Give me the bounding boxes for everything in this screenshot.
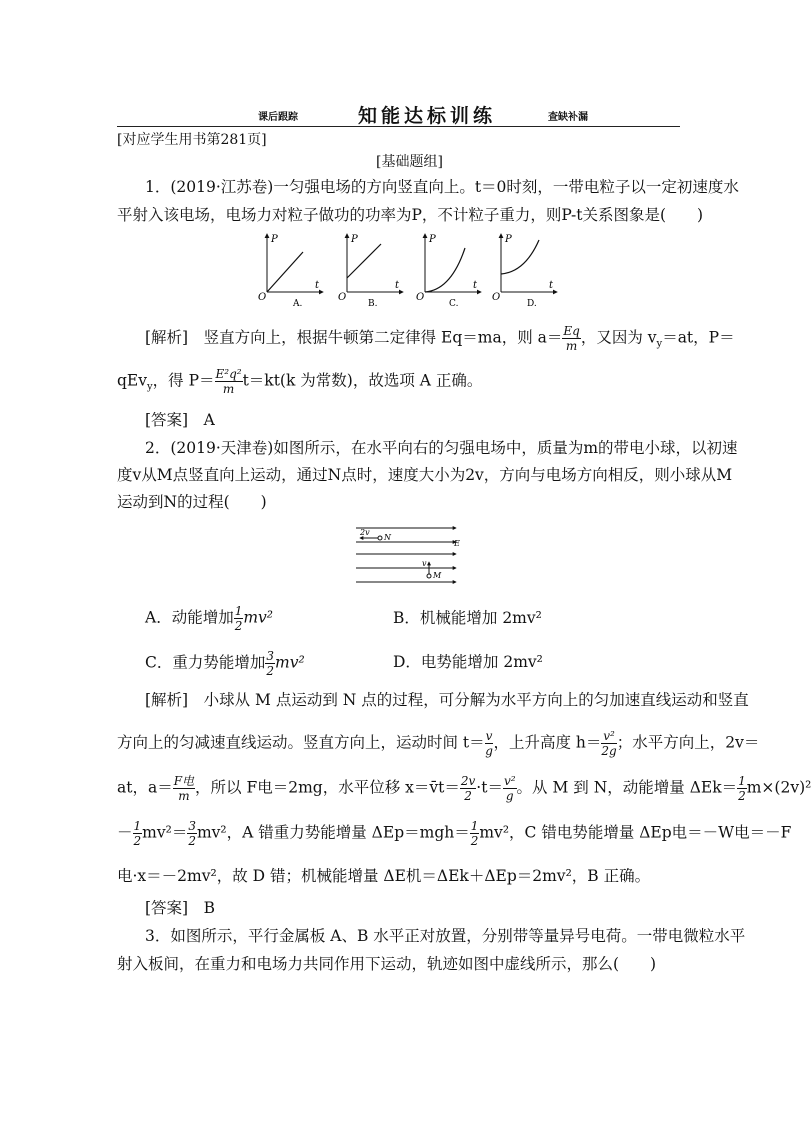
graph-a-curve [267,252,303,292]
q1-analysis-text-2c: t＝kt(k 为常数)，故选项 A 正确。 [242,371,483,390]
q2-option-c-den: 2 [266,664,275,678]
q2-analysis-line-3 [117,775,811,802]
graph-d-curve [501,240,539,274]
q2-frac-x2-den: g [505,789,514,803]
q2-option-d: D．电势能增加 2mv² [393,653,543,671]
graph-c-axis-p: P [429,234,436,245]
q2-option-b: B．机械能增加 2mv² [393,609,542,627]
graph-d-label: D. [527,299,537,309]
q2-frac-a-num: F电 [173,774,195,788]
q2-field-figure [352,522,470,588]
q2-analysis-line-1 [145,690,749,710]
graph-b-label: B. [368,299,378,309]
q1-fraction-a [562,325,580,352]
q2-analysis-line-4 [117,820,791,847]
q2-frac-x1-num: 2v [460,774,476,788]
q2-option-c-text: C．重力势能增加 [145,653,266,672]
graph-a-axis-p: P [271,234,278,245]
graph-b-curve [347,244,381,278]
graph-b [338,234,403,309]
q2-option-c [145,650,305,677]
q2-frac-x1-den: 2 [464,789,472,803]
q2-frac-ek [737,775,747,802]
q2-frac-b1 [133,820,143,847]
q1-analysis-line-1 [145,325,735,355]
q2-analysis-line-5: 电·x＝－2mv²，故 D 错；机械能增量 ΔE机＝ΔEk＋ΔEp＝2mv²，B 正确。 [117,867,651,885]
q2-frac-h-num: v² [603,729,615,743]
graph-b-origin: O [338,292,347,303]
graph-a-label: A. [293,299,303,309]
graph-c-axis-t: t [473,280,478,291]
q2-option-c-frac [265,650,275,677]
q2-analysis-line-2 [117,730,759,757]
q1-fraction-a-den: m [565,339,578,353]
q1-fraction-p-num: E²q² [215,367,242,381]
q1-answer-value: A [203,411,215,429]
q1-analysis-sub-1: y [656,338,663,350]
q2-frac-a [173,775,195,802]
q1-line-1: 1．(2019·江苏卷)一匀强电场的方向竖直向上。t＝0时刻，一带电粒子以一定初速度水 [145,178,739,196]
graph-b-axis-p: P [351,234,358,245]
graph-d-axis-p: P [505,234,512,245]
header-right-label: 查缺补漏 [548,112,588,123]
q2-option-c-num: 3 [266,649,275,663]
section-heading: [基础题组] [376,154,443,170]
q1-analysis-line-2 [117,368,482,398]
q2-label-m: M [433,571,442,580]
q2-line-2: 度v从M点竖直向上运动，通过N点时，速度大小为2v，方向与电场方向相反，则小球从M [117,466,733,484]
graph-c-label: C. [449,299,459,309]
graph-a-origin: O [258,292,267,303]
graph-a-axis-t: t [315,280,320,291]
graph-d [492,234,557,309]
q1-fraction-p [215,368,243,395]
q2-frac-x2-num: v² [503,774,516,788]
graph-b-axis-t: t [395,280,400,291]
q3-line-1: 3．如图所示，平行金属板 A、B 水平正对放置，分别带等量异号电荷。一带电微粒水平 [145,927,746,945]
q2-a4a: － [117,823,133,842]
graph-d-axis-t: t [549,280,554,291]
q2-frac-t-den: g [485,744,493,758]
q2-frac-b2 [187,820,197,847]
q2-a3a: at，a＝ [117,778,173,797]
q2-label-2v: 2v [360,528,370,537]
q2-a4c: mv²，A 错重力势能增量 ΔEp＝mgh＝ [196,823,470,842]
q1-analysis-tag: [解析] [145,328,189,347]
q2-analysis-text-1: 小球从 M 点运动到 N 点的过程，可分解为水平方向上的匀加速直线运动和竖直 [188,691,749,709]
q2-answer-tag: [答案] [145,899,189,917]
q1-line-2: 平射入该电场，电场力对粒子做功的功率为P，不计粒子重力，则P-t关系图象是( ) [117,206,704,224]
q2-a2a: 方向上的匀减速直线运动。竖直方向上，运动时间 t＝ [117,733,485,752]
q2-line-1: 2．(2019·天津卷)如图所示，在水平向右的匀强电场中，质量为m的带电小球，以初速 [145,439,738,457]
q2-a3b: ，所以 F电＝2mg，水平位移 x＝v̄t＝ [195,778,460,797]
q2-option-a-frac [234,605,244,632]
q2-a3e: m×(2v)² [746,778,811,797]
q1-answer-tag: [答案] [145,411,189,429]
q2-frac-b3 [470,820,480,847]
q2-frac-a-den: m [178,789,190,803]
q2-point-m [427,574,431,578]
q2-option-a-tail: mv² [243,608,274,627]
q1-fraction-a-num: Eq [563,324,580,338]
q1-analysis-text-2a: qEv [117,371,147,390]
q1-analysis-text-1b: ，又因为 v [580,328,657,347]
graph-a [258,234,323,309]
q2-a2b: ，上升高度 h＝ [493,733,602,752]
q2-answer-value: B [203,899,216,917]
q2-frac-b2-num: 3 [188,819,196,833]
graph-d-origin: O [492,292,501,303]
book-reference: [对应学生用书第281页] [117,132,267,148]
q2-frac-x2 [503,775,517,802]
q2-a4d: mv²，C 错电势能增量 ΔEp电＝－W电＝－F [479,823,792,842]
q2-option-a-num: 1 [234,604,243,618]
q1-analysis-sub-2: y [147,381,153,393]
q2-frac-b2-den: 2 [188,834,196,848]
q1-analysis-text-1a: 竖直方向上，根据牛顿第二定律得 Eq＝ma，则 a＝ [188,328,563,347]
q2-line-3: 运动到N的过程( ) [117,493,267,511]
q2-frac-b3-den: 2 [470,834,479,848]
q2-a3d: 。从 M 到 N，动能增量 ΔEk＝ [516,778,738,797]
q2-frac-b1-den: 2 [133,834,142,848]
q2-analysis-tag: [解析] [145,691,189,709]
q2-point-n [378,536,382,540]
q1-graph-figure [255,228,565,313]
q2-label-e: E [454,539,460,548]
q3-line-2: 射入板间，在重力和电场力共同作用下运动，轨迹如图中虚线所示，那么( ) [117,955,657,973]
q1-fraction-p-den: m [222,382,235,396]
header-rule [117,126,680,127]
q1-analysis-text-1c: ＝at，P＝ [662,328,735,347]
q1-analysis-text-2b: ，得 P＝ [152,371,215,390]
q2-a4b: mv²＝ [142,823,188,842]
q2-frac-h-den: 2g [601,744,617,758]
q2-option-a [145,605,273,632]
q2-a2c: ；水平方向上，2v＝ [616,733,760,752]
graph-c-curve [425,248,465,292]
q1-answer [145,410,215,430]
q2-option-a-den: 2 [234,619,243,633]
graph-c [416,234,481,309]
header-left-label: 课后跟踪 [258,112,298,123]
q2-label-n: N [384,533,391,542]
q2-frac-b3-num: 1 [470,819,479,833]
page-title: 知能达标训练 [358,105,497,127]
q2-option-c-tail: mv² [275,653,305,672]
q2-answer [145,898,215,918]
q2-frac-ek-den: 2 [738,789,746,803]
q2-label-v: v [422,559,427,568]
q2-a3c: ·t＝ [476,778,503,797]
q2-frac-b1-num: 1 [133,819,142,833]
q2-frac-ek-num: 1 [738,774,746,788]
q2-frac-h [601,730,616,757]
q2-option-a-text: A．动能增加 [145,608,234,627]
graph-c-origin: O [416,292,425,303]
q2-frac-t-num: v [485,729,493,743]
q2-frac-x1 [460,775,476,802]
